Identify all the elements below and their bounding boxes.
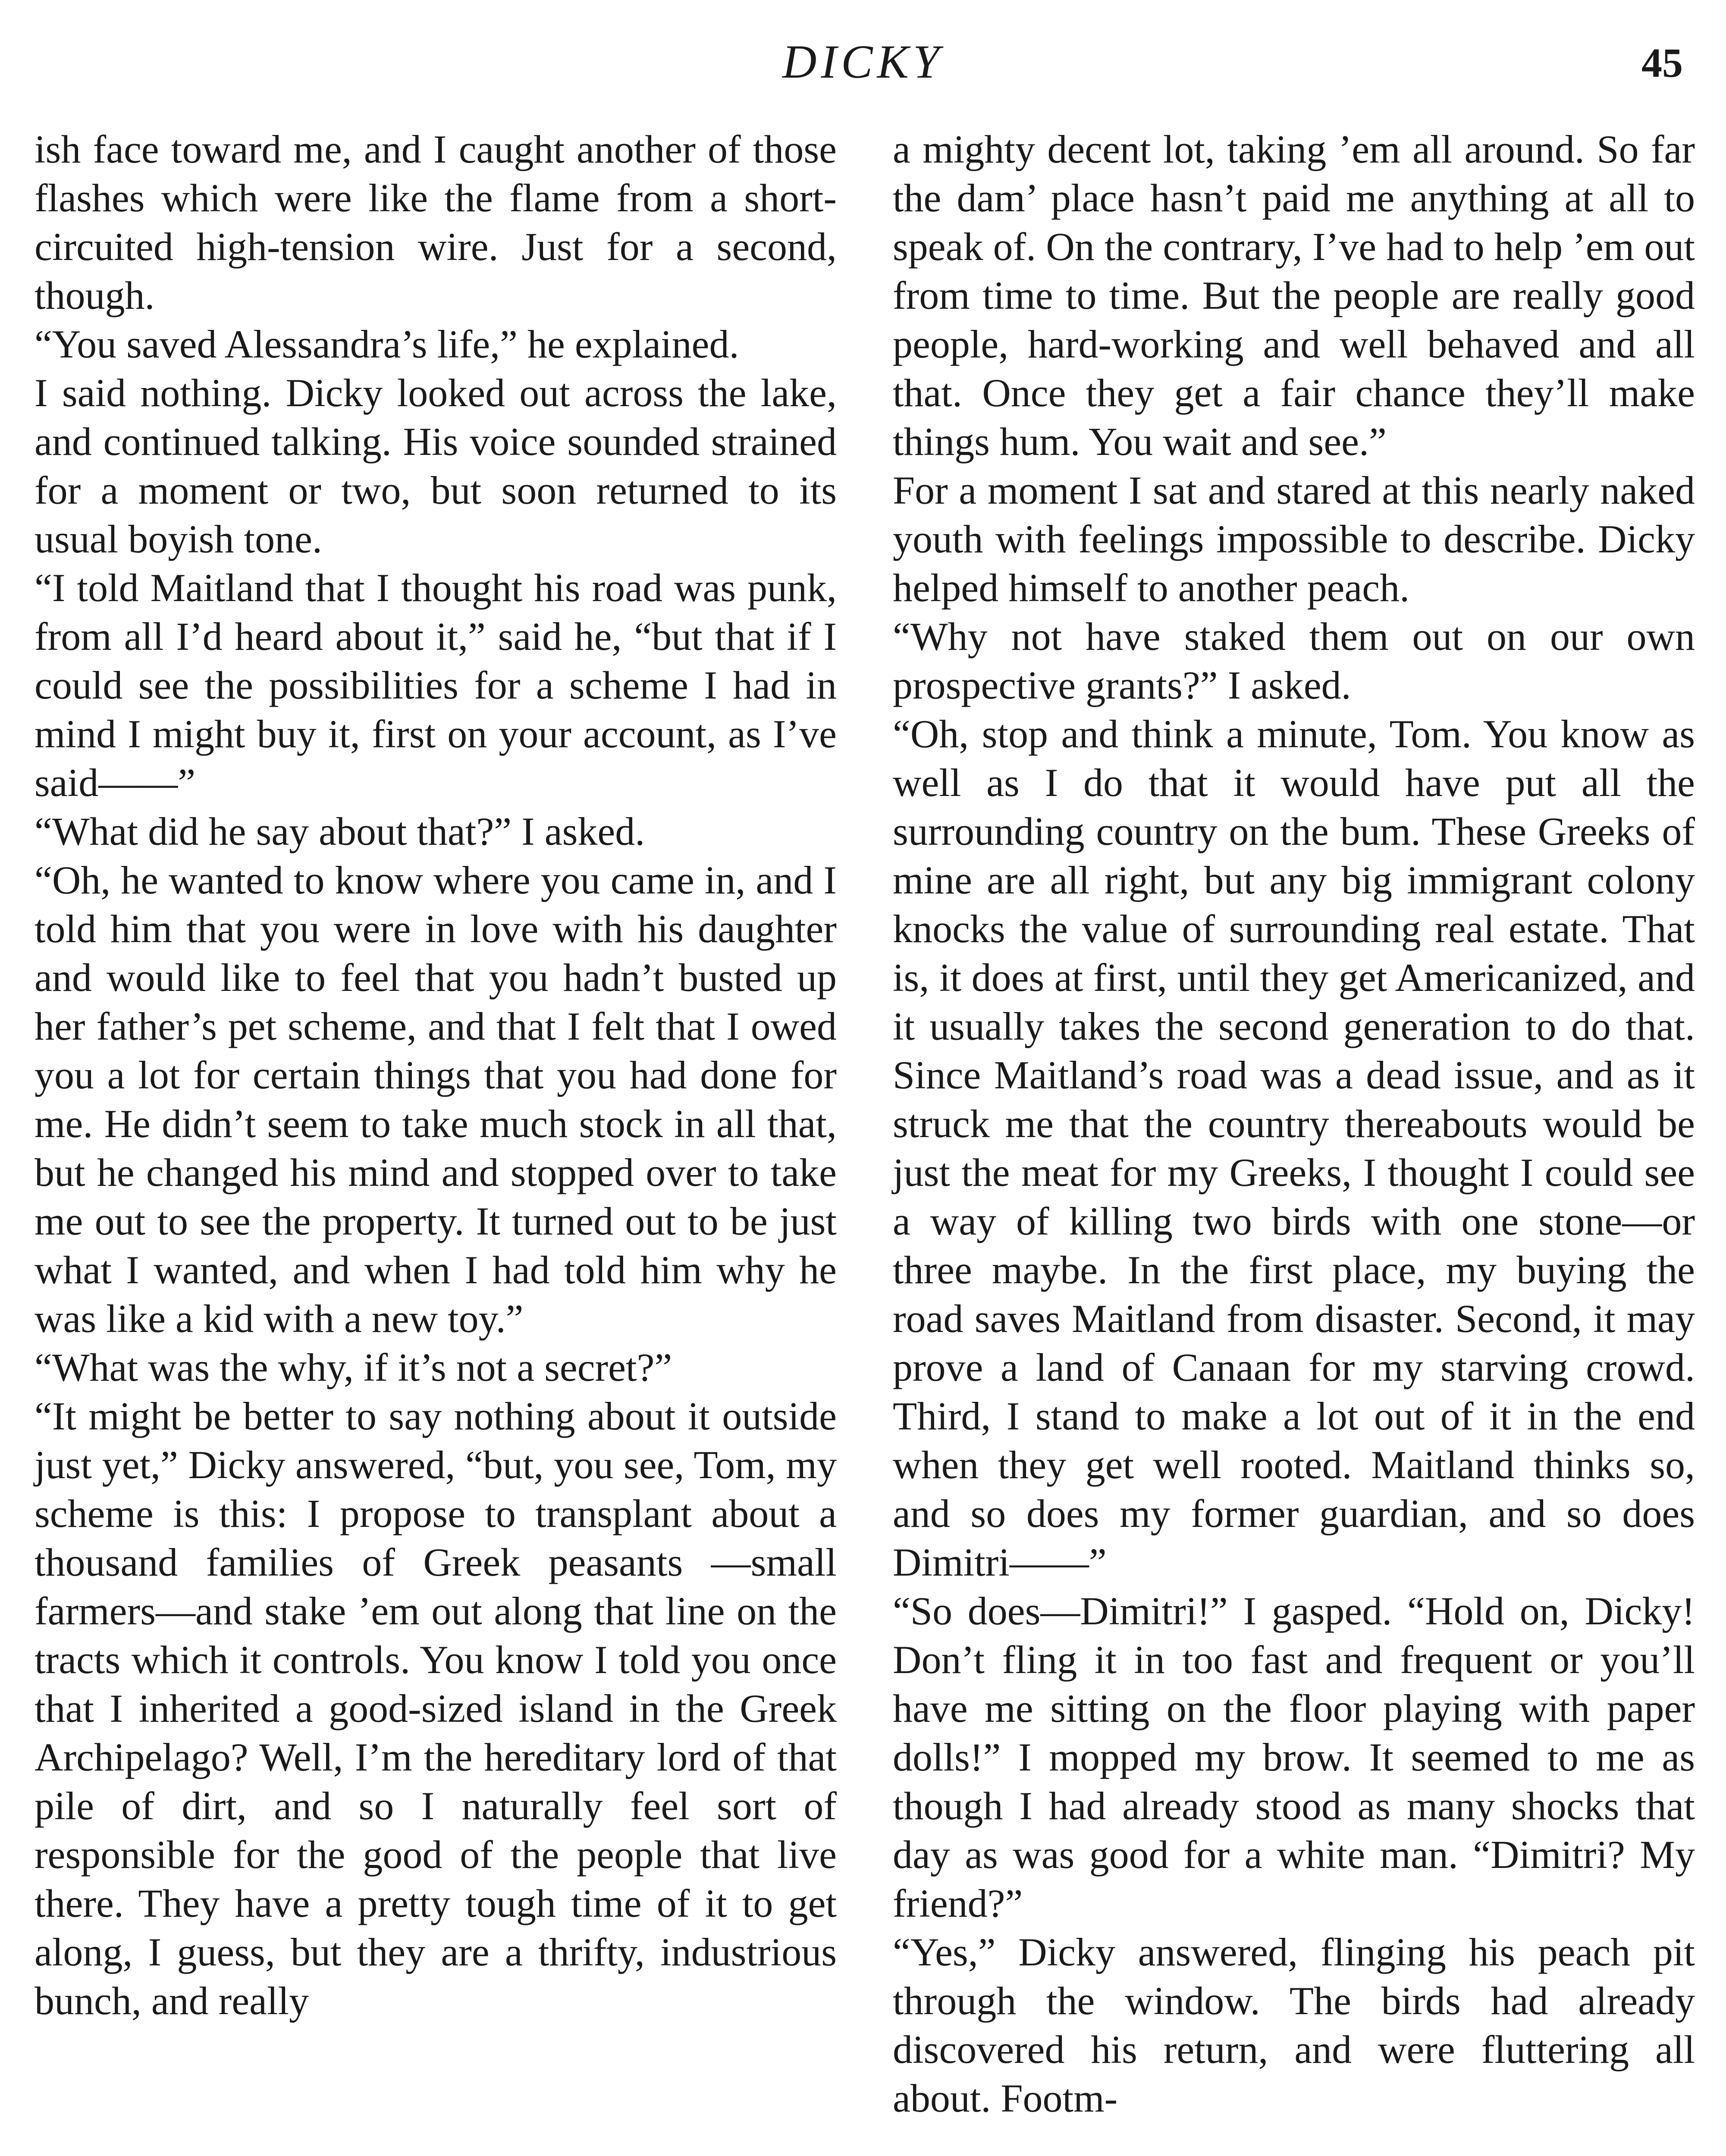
paragraph: “You saved Alessandra’s life,” he explained. <box>35 322 739 366</box>
left-column <box>35 125 837 2156</box>
paragraph: “It might be better to say nothing about it outside just yet,” Dicky answered, “but, you see, Tom, my scheme is this: I propose to transplant about a thousand families of Greek peasants —small farmers—and stake ’em out along that line on the tracts which it controls. You know I told you once that I inherited a good-sized island in the Greek Archipelago? Well, I’m the hereditary lord of that pile of dirt, and so I naturally feel sort of responsible for the good of the people that live there. They have a pretty tough time of it to get along, I guess, but they are a thrifty, industrious bunch, and really <box>35 1394 837 2023</box>
paragraph: “I told Maitland that I thought his road was punk, from all I’d heard about it,” said he, “but that if I could see the possibilities for a scheme I had in mind I might buy it, first on your account, as I’ve said——” <box>35 566 837 805</box>
paragraph: I said nothing. Dicky looked out across the lake, and continued talking. His voice sounded strained for a moment or two, but soon returned to its usual boyish tone. <box>35 371 837 561</box>
paragraph: For a moment I sat and stared at this nearly naked youth with feelings impossible to describe. Dicky helped himself to another peach. <box>893 468 1695 610</box>
paragraph: “What did he say about that?” I asked. <box>35 809 645 853</box>
paragraph: “Yes,” Dicky answered, flinging his peach pit through the window. The birds had already discovered his return, and were fluttering all about. Footm- <box>893 1930 1695 2120</box>
right-column <box>893 125 1695 2156</box>
running-title: DICKY <box>782 35 944 88</box>
paragraph: “Why not have staked them out on our own prospective grants?” I asked. <box>893 614 1695 707</box>
paragraph: “So does—Dimitri!” I gasped. “Hold on, Dicky! Don’t fling it in too fast and frequent or you’ll have me sitting on the floor playing with paper dolls!” I mopped my brow. It seemed to me as though I had already stood as many shocks that day as was good for a white man. “Dimitri? My friend?” <box>893 1589 1695 1925</box>
page-header <box>0 34 1726 103</box>
paragraph: “Oh, he wanted to know where you came in, and I told him that you were in love with his daughter and would like to feel that you hadn’t busted up her father’s pet scheme, and that I felt that I owed you a lot for certain things that you had done for me. He didn’t seem to take much stock in all that, but he changed his mind and stopped over to take me out to see the property. It turned out to be just what I wanted, and when I had told him why he was like a kid with a new toy.” <box>35 858 837 1341</box>
page-number: 45 <box>1641 40 1683 86</box>
paragraph: “What was the why, if it’s not a secret?” <box>35 1345 672 1389</box>
paragraph: ish face toward me, and I caught another of those flashes which were like the flame from a short-circuited high-tension wire. Just for a second, though. <box>35 127 837 317</box>
paragraph: “Oh, stop and think a minute, Tom. You know as well as I do that it would have put all the surrounding country on the bum. These Greeks of mine are all right, but any big immigrant colony knocks the value of surrounding real estate. That is, it does at first, until they get Americanized, and it usually takes the second generation to do that. Since Maitland’s road was a dead issue, and as it struck me that the country thereabouts would be just the meat for my Greeks, I thought I could see a way of killing two birds with one stone—or three maybe. In the first place, my buying the road saves Maitland from disaster. Second, it may prove a land of Canaan for my starving crowd. Third, I stand to make a lot out of it in the end when they get well rooted. Maitland thinks so, and so does my former guardian, and so does Dimitri——” <box>893 712 1695 1584</box>
paragraph: a mighty decent lot, taking ’em all around. So far the dam’ place hasn’t paid me anything at all to speak of. On the contrary, I’ve had to help ’em out from time to time. But the people are really good people, hard-working and well behaved and all that. Once they get a fair chance they’ll make things hum. You wait and see.” <box>893 127 1695 464</box>
